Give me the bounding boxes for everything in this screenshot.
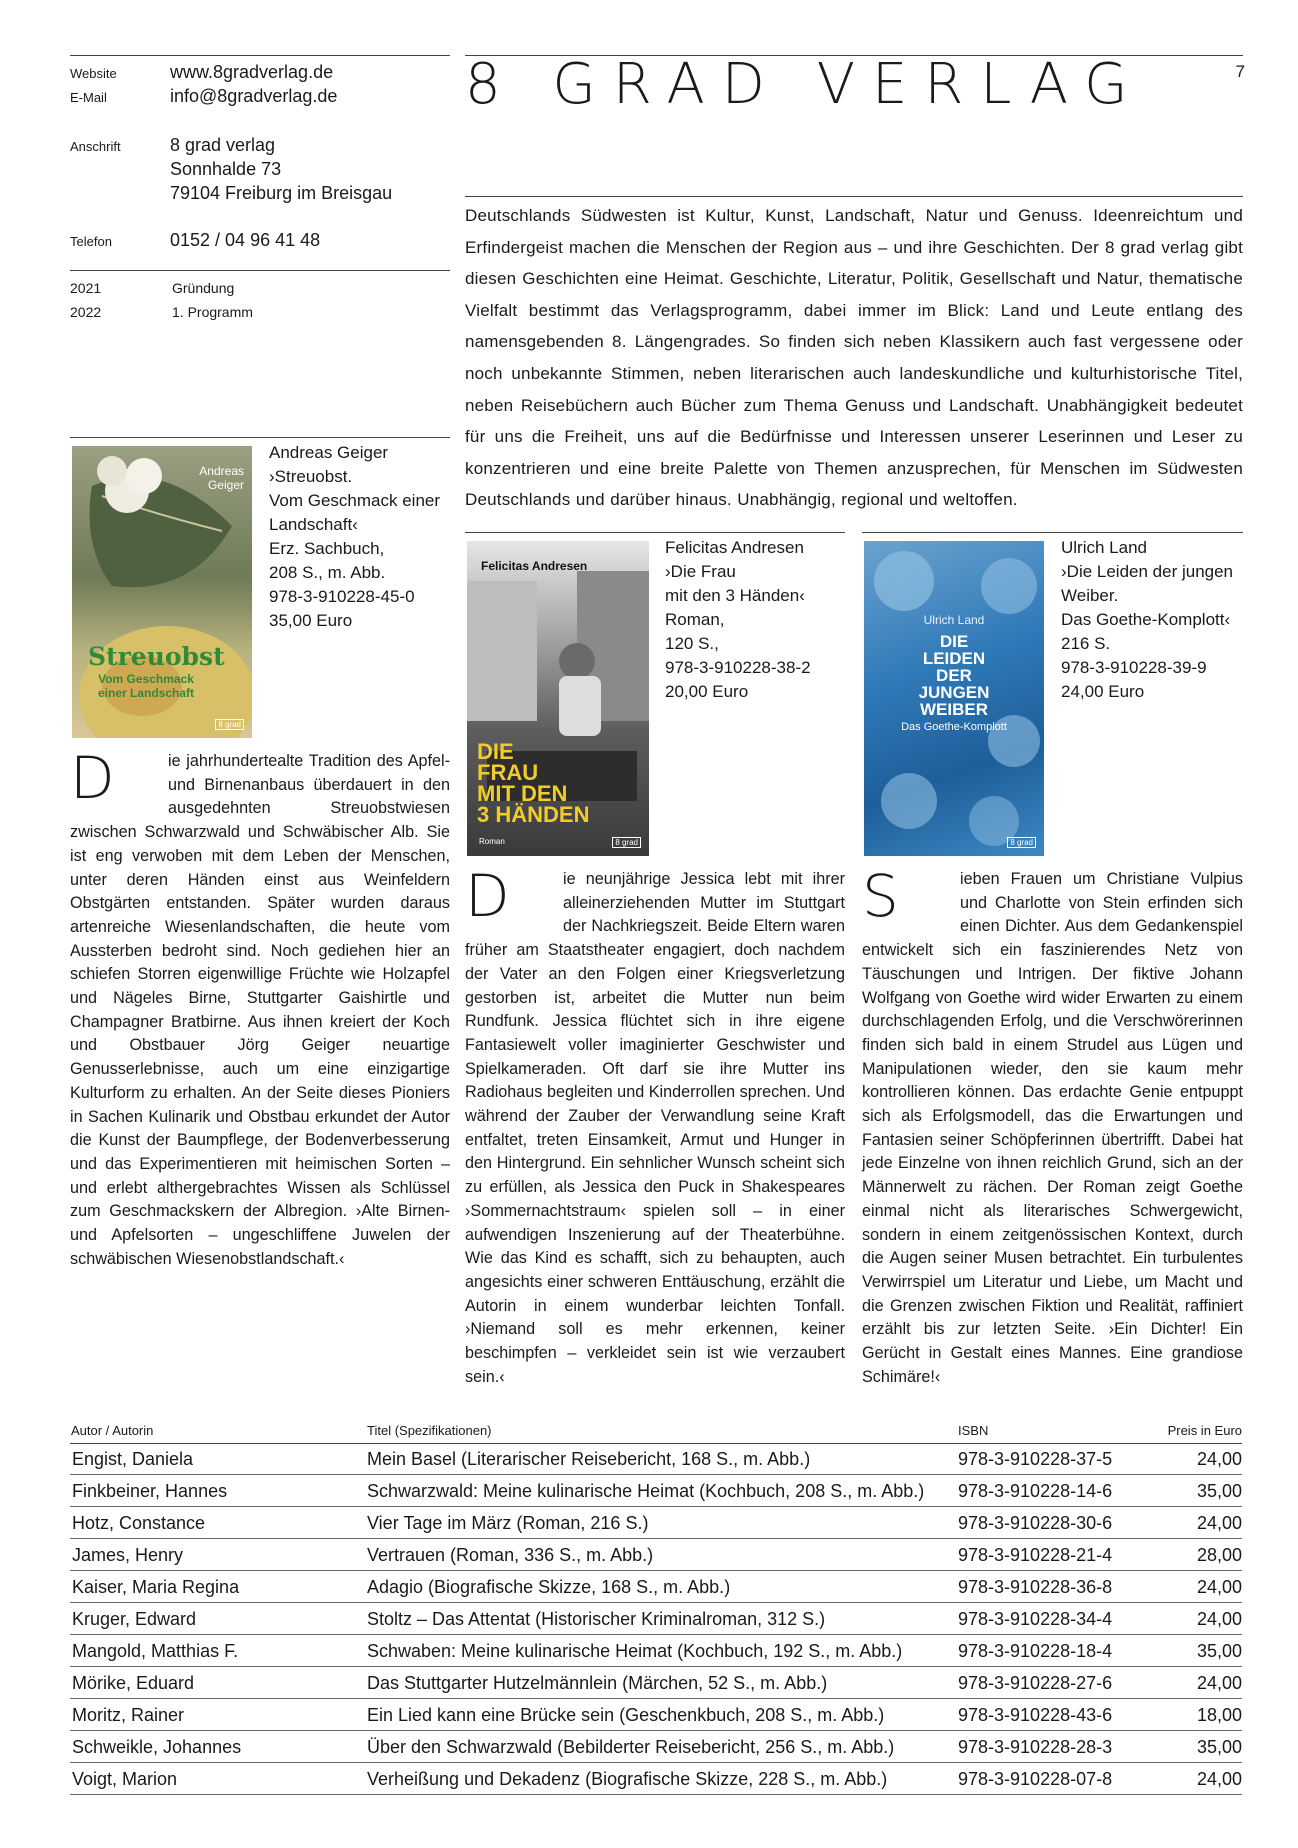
cell-isbn: 978-3-910228-14-6 — [958, 1481, 1113, 1501]
rule-book3 — [862, 532, 1243, 533]
cell-isbn: 978-3-910228-34-4 — [958, 1609, 1113, 1629]
cell-price: 35,00 — [1196, 1641, 1242, 1661]
cell-title: Schwarzwald: Meine kulinarische Heimat (Kochbuch, 208 S., m. Abb.) — [367, 1481, 925, 1501]
row-divider — [70, 1538, 1242, 1539]
cell-price: 24,00 — [1196, 1449, 1242, 1469]
book3-meta: Ulrich Land ›Die Leiden der jungen Weiber. Das Goethe-Komplott‹ 216 S. 978-3-910228-39-9 24,00 Euro — [1061, 538, 1234, 701]
book2-meta: Felicitas Andresen ›Die Frau mit den 3 Händen‹ Roman, 120 S., 978-3-910228-38-2 20,00 Euro — [665, 538, 811, 701]
cell-title: Verheißung und Dekadenz (Biografische Skizze, 228 S., m. Abb.) — [367, 1769, 888, 1789]
cell-isbn: 978-3-910228-27-6 — [958, 1673, 1113, 1693]
address-text: 8 grad verlag Sonnhalde 73 79104 Freiburg im Breisgau — [170, 135, 393, 203]
cell-price: 24,00 — [1196, 1609, 1242, 1629]
row-divider — [70, 1730, 1242, 1731]
row-divider — [70, 1762, 1242, 1763]
row-divider — [70, 1698, 1242, 1699]
phone-number: 0152 / 04 96 41 48 — [170, 230, 321, 250]
header-title: Titel (Spezifikationen) — [367, 1423, 492, 1438]
cover-logo: 8 grad — [612, 837, 641, 848]
cell-price: 18,00 — [1196, 1705, 1242, 1725]
cell-author: Schweikle, Johannes — [72, 1737, 242, 1757]
cover-logo: 8 grad — [215, 719, 244, 730]
cell-isbn: 978-3-910228-36-8 — [958, 1577, 1113, 1597]
cell-author: Finkbeiner, Hannes — [72, 1481, 228, 1501]
table-row[interactable] — [70, 1700, 1242, 1731]
book2-dropcap: D — [465, 862, 510, 930]
cover-subtitle: Das Goethe-Komplott — [901, 721, 1007, 733]
cell-title: Stoltz – Das Attentat (Historischer Kriminalroman, 312 S.) — [367, 1609, 826, 1629]
header-author: Autor / Autorin — [71, 1423, 154, 1438]
rule-book2 — [465, 532, 845, 533]
cell-price: 35,00 — [1196, 1737, 1242, 1757]
cell-isbn: 978-3-910228-30-6 — [958, 1513, 1113, 1533]
cover-logo: 8 grad — [1007, 837, 1036, 848]
table-row[interactable] — [70, 1508, 1242, 1539]
cell-title: Adagio (Biografische Skizze, 168 S., m. Abb.) — [367, 1577, 731, 1597]
table-row[interactable] — [70, 1636, 1242, 1667]
cell-author: Voigt, Marion — [72, 1769, 178, 1789]
cell-isbn: 978-3-910228-18-4 — [958, 1641, 1113, 1661]
row-divider — [70, 1474, 1242, 1475]
cell-title: Über den Schwarzwald (Bebilderter Reisebericht, 256 S., m. Abb.) — [367, 1737, 895, 1757]
cell-author: Kaiser, Maria Regina — [72, 1577, 240, 1597]
cell-title: Mein Basel (Literarischer Reisebericht, 168 S., m. Abb.) — [367, 1449, 811, 1469]
table-row[interactable] — [70, 1444, 1242, 1475]
table-row[interactable] — [70, 1764, 1242, 1795]
book-cover-die-frau[interactable] — [467, 541, 649, 856]
rule-history — [70, 270, 450, 271]
table-row[interactable] — [70, 1572, 1242, 1603]
book1-description — [70, 744, 450, 1271]
table-row[interactable] — [70, 1732, 1242, 1763]
cell-author: Mörike, Eduard — [72, 1673, 195, 1693]
cell-author: Engist, Daniela — [72, 1449, 194, 1469]
cover-title: DIE LEIDEN DER JUNGEN WEIBER — [918, 632, 990, 719]
book2-text: ie neunjährige Jessica lebt mit ihrer alleinerziehenden Mutter im Stuttgart der Nachkriegszeit. Beide Eltern waren früher am Staatstheater engagiert, doch nachdem der Vater an den Folgen einer Kriegsverletzung gestorben ist, arbeitet die Mutter nun beim Rundfunk. Jessica flüchtet sich in ihre eigene Fantasiewelt voller imaginierter Geschwister und Spielkameraden. Oft darf sie ihre Mutter ins Radiohaus begleiten und Kinderrollen sprechen. Und während der Zauber der Verwandlung seine Kraft entfaltet, treten Einsamkeit, Armut und Hunger in den Hintergrund. Ein sehnlicher Wunsch scheint sich zu erfüllen, als Jessica den Puck in Shakespeares ›Sommernachtstraum‹ spielen soll – in einer aufwendigen Inszenierung auf der Theaterbühne. Wie das Kind es schafft, sich zu behaupten, auch angesichts einer schweren Enttäuschung, erzählt die Autorin in einem wunderbar leichten Tonfall. ›Niemand soll es mehr erkennen, keiner beschimpfen – verkleidet sein ist wie verzaubert sein.‹ — [465, 870, 845, 1386]
cell-isbn: 978-3-910228-37-5 — [958, 1449, 1113, 1469]
cover-genre: Roman — [479, 837, 505, 846]
row-divider — [70, 1634, 1242, 1635]
table-row[interactable] — [70, 1540, 1242, 1571]
cover-author: Andreas Geiger — [199, 464, 244, 492]
cell-author: Moritz, Rainer — [72, 1705, 185, 1725]
cell-price: 24,00 — [1196, 1577, 1242, 1597]
phone-label: Telefon — [70, 234, 112, 249]
book1-meta: Andreas Geiger ›Streuobst. Vom Geschmack einer Landschaft‹ Erz. Sachbuch, 208 S., m. Abb. 978-3-910228-45-0 35,00 Euro — [269, 443, 441, 630]
cover-author: Felicitas Andresen — [481, 559, 588, 573]
book1-dropcap: D — [70, 744, 115, 812]
table-row[interactable] — [70, 1668, 1242, 1699]
cover-author: Ulrich Land — [923, 613, 985, 627]
page-number: 7 — [1235, 62, 1245, 81]
email-label: E-Mail — [70, 90, 107, 105]
row-divider — [70, 1794, 1242, 1795]
cell-price: 35,00 — [1196, 1481, 1242, 1501]
cell-price: 24,00 — [1196, 1769, 1242, 1789]
email-link[interactable]: info@8gradverlag.de — [170, 86, 338, 106]
row-divider — [70, 1666, 1242, 1667]
year-founded: 2021 — [70, 280, 102, 296]
page-title: 8 GRAD VERLAG — [465, 52, 1145, 117]
cell-title: Ein Lied kann eine Brücke sein (Geschenkbuch, 208 S., m. Abb.) — [367, 1705, 885, 1725]
intro-text: Deutschlands Südwesten ist Kultur, Kunst, Landschaft, Natur und Genuss. Ideenreichtum und Erfindergeist machen die Menschen der Region aus – und ihre Geschichten. Der 8 grad verlag gibt diesen Geschichten eine Heimat. Geschichte, Literatur, Politik, Gesellschaft und Natur, thematische Vielfalt bestimmt das Verlagsprogramm, dabei immer im Blick: Land und Leute entlang des namensgebenden 8. Längengrades. So finden sich neben Klassikern auch fast vergessene oder noch unbekannte Stimmen, neben literarischen auch landeskundliche und kulturhistorische Titel, neben Reisebüchern auch Bücher zum Thema Genuss und Landschaft. Unabhängigkeit bedeutet für uns die Freiheit, uns auf die Bedürfnisse und Interessen unserer Leserinnen und Leser zu konzentrieren und eine breite Palette von Themen anzusprechen, für Menschen im Südwesten Deutschlands und darüber hinaus. Unabhängig, regional und weltoffen. — [465, 206, 1243, 510]
cell-isbn: 978-3-910228-07-8 — [958, 1769, 1113, 1789]
book1-text: ie jahrhundertealte Tradition des Apfel- und Birnenanbaus überdauert in den ausgedehnten Streuobstwiesen zwischen Schwarzwald und Schwäbischer Alb. Sie ist eng verwoben mit dem Leben der Menschen, unter deren Händen einst aus Weinfeldern Obstgärten entstanden. Später wurden daraus artenreiche Wiesenlandschaften, die heute vom Aussterben bedroht sind. Noch gediehen hier an schiefen Storren eigenwillige Früchte wie Holzapfel und Nägeles Birne, Stuttgarter Gaishirtle und Champagner Bratbirne. Aus ihnen kreiert der Koch und Obstbauer Jörg Geiger neuartige Genusserlebnisse, auch um eine einzigartige Kulturform zu erhalten. An der Seite dieses Pioniers in Sachen Kulinarik und Obstbau erkundet der Autor die Kunst der Baumpflege, der Bodenverbesserung und das Experimentieren mit heimischen Sorten – und erlebt althergebrachtes Wissen als Schlüssel zum Geschmackskern der Albregion. ›Alte Birnen- und Apfelsorten – ungeschliffene Juwelen der schwäbischen Wiesenobstlandschaft.‹ — [70, 752, 450, 1268]
cell-price: 24,00 — [1196, 1513, 1242, 1533]
cell-title: Schwaben: Meine kulinarische Heimat (Kochbuch, 192 S., m. Abb.) — [367, 1641, 903, 1661]
book3-text: ieben Frauen um Christiane Vulpius und Charlotte von Stein erfinden sich einen Dichter. Aus dem Gedankenspiel entwickelt sich ein faszinierendes Netz von Täuschungen und Intrigen. Der fiktive Johann Wolfgang von Goethe wird wider Erwarten zu einem durchschlagenden Erfolg, und die Verschwörerinnen finden sich bald in einem Strudel aus Lügen und Manipulationen wieder, den sie kaum mehr kontrollieren können. Das erdachte Genie entpuppt sich als Erfolgsmodell, das die Erwartungen und Fantasien seiner Schöpferinnen übertrifft. Dabei hat jede Einzelne von ihnen reichlich Grund, sich an der Männerwelt zu rächen. Der Roman zeigt Goethe einmal nicht als literarisches Schwergewicht, sondern in einem zeitgenössischen Kontext, durch die Augen seiner Musen betrachtet. Ein turbulentes Verwirrspiel um Literatur und Liebe, um Macht und die Grenzen zwischen Fiktion und Realität, raffiniert erzählt bis zur letzten Seite. ›Ein Dichter! Ein Gerücht in Gestalt eines Mannes. Eine grandiose Schimäre!‹ — [862, 870, 1243, 1386]
book3-dropcap: S — [862, 862, 899, 930]
cell-author: Kruger, Edward — [72, 1609, 197, 1629]
rule-info-top — [70, 55, 450, 56]
cell-title: Vier Tage im März (Roman, 216 S.) — [367, 1513, 649, 1533]
cell-isbn: 978-3-910228-21-4 — [958, 1545, 1113, 1565]
header-isbn: ISBN — [958, 1423, 989, 1438]
website-label: Website — [70, 66, 117, 81]
cell-author: James, Henry — [72, 1545, 184, 1565]
event-first-program: 1. Programm — [172, 304, 253, 320]
rule-intro — [465, 196, 1243, 197]
cell-price: 28,00 — [1196, 1545, 1242, 1565]
cell-author: Hotz, Constance — [72, 1513, 206, 1533]
table-row[interactable] — [70, 1604, 1242, 1635]
row-divider — [70, 1602, 1242, 1603]
row-divider — [70, 1570, 1242, 1571]
address-label: Anschrift — [70, 139, 121, 154]
row-divider — [70, 1506, 1242, 1507]
book3-description — [862, 862, 1243, 1389]
cell-title: Vertrauen (Roman, 336 S., m. Abb.) — [367, 1545, 654, 1565]
book2-description — [465, 862, 845, 1389]
cell-isbn: 978-3-910228-28-3 — [958, 1737, 1113, 1757]
book-cover-die-leiden[interactable] — [864, 541, 1044, 856]
rule-book1 — [70, 437, 450, 438]
event-founded: Gründung — [172, 280, 235, 296]
cell-price: 24,00 — [1196, 1673, 1242, 1693]
header-price: Preis in Euro — [1167, 1423, 1242, 1438]
book-cover-streuobst[interactable] — [72, 446, 252, 738]
cover-title: Streuobst — [88, 642, 225, 671]
cell-isbn: 978-3-910228-43-6 — [958, 1705, 1113, 1725]
cover-subtitle: Vom Geschmack einer Landschaft — [98, 672, 195, 700]
table-row[interactable] — [70, 1476, 1242, 1507]
cell-title: Das Stuttgarter Hutzelmännlein (Märchen, 52 S., m. Abb.) — [367, 1673, 828, 1693]
cell-author: Mangold, Matthias F. — [72, 1641, 239, 1661]
website-link[interactable]: www.8gradverlag.de — [170, 62, 334, 82]
cover-title: DIE FRAU MIT DEN 3 HÄNDEN — [477, 739, 590, 827]
year-first-program: 2022 — [70, 304, 102, 320]
